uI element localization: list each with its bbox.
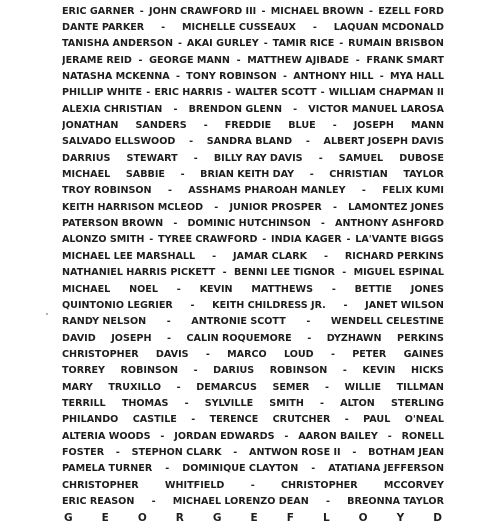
name-token: CHRISTOPHER: [62, 479, 139, 491]
name-token: RONELL: [401, 430, 444, 442]
name-token: RUMAIN BRISBON: [348, 38, 444, 50]
separator-dash: -: [379, 71, 384, 83]
name-line: [62, 314, 444, 330]
name-token: ANTWON ROSE II: [249, 446, 341, 458]
name-line: [62, 166, 444, 182]
name-token: MATTHEWS: [251, 283, 314, 295]
name-token: INDIA KAGER: [271, 234, 342, 246]
name-token: DAVID: [62, 332, 96, 344]
name-token: ALONZO SMITH: [62, 234, 145, 246]
separator-dash: -: [320, 397, 325, 409]
name-line: [62, 395, 444, 411]
name-token: TORREY: [62, 365, 105, 377]
name-token: FREDDIE: [224, 120, 272, 132]
name-token: MCCORVEY: [383, 479, 444, 491]
separator-dash: -: [189, 136, 194, 148]
name-token: WILLIE: [344, 381, 382, 393]
separator-dash: -: [203, 120, 208, 132]
name-token: O'NEAL: [404, 414, 444, 426]
name-token: SABBIE: [125, 169, 165, 181]
name-token: GEORGE MANN: [149, 54, 230, 66]
separator-dash: -: [342, 365, 347, 377]
separator-dash: -: [177, 38, 182, 50]
final-name-line: [62, 510, 444, 526]
separator-dash: -: [166, 316, 171, 328]
name-token: QUINTONIO LEGRIER: [62, 299, 173, 311]
name-token: LAQUAN MCDONALD: [333, 22, 444, 34]
separator-dash: -: [309, 169, 314, 181]
name-token: BILLY RAY DAVIS: [213, 152, 303, 164]
separator-dash: -: [146, 87, 151, 99]
name-token: STEPHON CLARK: [131, 446, 222, 458]
separator-dash: -: [261, 5, 266, 17]
name-line: [62, 101, 444, 117]
name-token: ERIC REASON: [62, 495, 135, 507]
name-token: MIGUEL ESPINAL: [353, 267, 444, 279]
name-token: BENNI LEE TIGNOR: [233, 267, 335, 279]
name-token: TONY ROBINSON: [186, 71, 277, 83]
name-line: [62, 183, 444, 199]
name-token: DEMARCUS: [196, 381, 257, 393]
separator-dash: -: [324, 381, 329, 393]
names-list: [62, 3, 444, 526]
separator-dash: -: [222, 267, 227, 279]
name-token: KEVIN: [199, 283, 233, 295]
name-token: CASTILE: [132, 414, 177, 426]
name-token: ALTON: [340, 397, 375, 409]
separator-dash: -: [176, 283, 181, 295]
separator-dash: -: [352, 446, 357, 458]
name-token: ALEXIA CHRISTIAN: [62, 103, 163, 115]
separator-dash: -: [193, 152, 198, 164]
final-letter: R: [175, 511, 184, 524]
name-line: [62, 379, 444, 395]
name-token: DANTE PARKER: [62, 22, 145, 34]
name-token: MICHAEL: [62, 283, 111, 295]
final-letter: G: [212, 511, 222, 524]
name-line: [62, 36, 444, 52]
name-token: SANDERS: [135, 120, 187, 132]
name-token: VICTOR MANUEL LAROSA: [308, 103, 444, 115]
name-token: TYREE CRAWFORD: [158, 234, 258, 246]
name-token: WENDELL CELESTINE: [330, 316, 444, 328]
name-line: [62, 363, 444, 379]
separator-dash: -: [205, 348, 210, 360]
name-token: BOTHAM JEAN: [368, 446, 444, 458]
name-token: DUBOSE: [399, 152, 444, 164]
name-line: [62, 3, 444, 19]
name-line: [62, 461, 444, 477]
name-token: KEITH HARRISON MCLEOD: [62, 201, 204, 213]
separator-dash: -: [342, 267, 347, 279]
name-line: [62, 281, 444, 297]
name-line: [62, 248, 444, 264]
separator-dash: -: [115, 446, 120, 458]
separator-dash: -: [262, 234, 267, 246]
name-line: [62, 412, 444, 428]
separator-dash: -: [176, 381, 181, 393]
final-letter: D: [433, 511, 442, 524]
separator-dash: -: [331, 283, 336, 295]
separator-dash: -: [387, 430, 392, 442]
name-token: ANTHONY ASHFORD: [335, 218, 444, 230]
separator-dash: -: [138, 54, 143, 66]
name-line: [62, 477, 444, 493]
name-token: MATTHEW AJIBADE: [247, 54, 350, 66]
name-token: TILLMAN: [396, 381, 444, 393]
name-token: KEITH CHILDRESS JR.: [212, 299, 326, 311]
name-token: WHITFIELD: [164, 479, 225, 491]
name-token: CHRISTOPHER: [280, 479, 358, 491]
name-token: DOMINIQUE CLAYTON: [182, 463, 299, 475]
separator-dash: -: [161, 22, 166, 34]
name-line: [62, 85, 444, 101]
name-line: [62, 297, 444, 313]
name-token: DARRIUS: [62, 152, 111, 164]
name-token: TANISHA ANDERSON: [62, 38, 173, 50]
separator-dash: -: [343, 299, 348, 311]
name-token: ANTRONIE SCOTT: [191, 316, 286, 328]
separator-dash: -: [318, 152, 323, 164]
separator-dash: -: [212, 250, 217, 262]
name-token: TERENCE: [209, 414, 259, 426]
separator-dash: -: [282, 71, 287, 83]
name-token: LAMONTEZ JONES: [348, 201, 444, 213]
name-token: AKAI GURLEY: [186, 38, 259, 50]
separator-dash: -: [190, 299, 195, 311]
name-token: JOSEPH: [111, 332, 152, 344]
separator-dash: -: [184, 397, 189, 409]
name-line: [62, 134, 444, 150]
separator-dash: -: [306, 316, 311, 328]
name-line: [62, 330, 444, 346]
separator-dash: -: [284, 430, 289, 442]
name-token: SEMER: [272, 381, 310, 393]
name-token: ASSHAMS PHAROAH MANLEY: [188, 185, 346, 197]
name-token: SMITH: [269, 397, 304, 409]
name-token: TERRILL: [62, 397, 106, 409]
final-letter: O: [137, 511, 147, 524]
name-token: CALIN ROQUEMORE: [186, 332, 292, 344]
name-token: MARCO: [227, 348, 267, 360]
separator-dash: -: [139, 5, 144, 17]
name-token: MICHAEL LEE MARSHALL: [62, 250, 196, 262]
final-letter: L: [322, 511, 330, 524]
name-token: PATERSON BROWN: [62, 218, 164, 230]
name-line: [62, 199, 444, 215]
name-token: BETTIE: [354, 283, 392, 295]
final-letter: F: [286, 511, 294, 524]
final-letter: E: [101, 511, 109, 524]
name-line: [62, 117, 444, 133]
name-token: MANN: [410, 120, 444, 132]
name-token: BRIAN KEITH DAY: [200, 169, 295, 181]
final-letter: G: [64, 511, 73, 524]
name-token: DOMINIC HUTCHINSON: [187, 218, 311, 230]
name-token: DAVIS: [155, 348, 189, 360]
name-token: FRANK SMART: [366, 54, 444, 66]
name-token: ERIC HARRIS: [154, 87, 223, 99]
name-token: FOSTER: [62, 446, 105, 458]
name-token: LA'VANTE BIGGS: [355, 234, 444, 246]
name-token: JERAME REID: [62, 54, 132, 66]
separator-dash: -: [236, 54, 241, 66]
name-token: RICHARD PERKINS: [344, 250, 444, 262]
name-token: NOEL: [129, 283, 158, 295]
separator-dash: -: [332, 120, 337, 132]
name-line: [62, 52, 444, 68]
name-token: WILLIAM CHAPMAN II: [328, 87, 444, 99]
name-token: PHILANDO: [62, 414, 119, 426]
final-letter: Y: [396, 511, 405, 524]
separator-dash: -: [339, 38, 344, 50]
separator-dash: -: [180, 169, 185, 181]
separator-dash: -: [369, 5, 374, 17]
name-token: BREONNA TAYLOR: [347, 495, 444, 507]
name-token: MARY: [62, 381, 93, 393]
name-token: TROY ROBINSON: [62, 185, 152, 197]
separator-dash: -: [166, 332, 171, 344]
separator-dash: -: [149, 234, 154, 246]
separator-dash: -: [173, 218, 178, 230]
separator-dash: -: [165, 463, 170, 475]
name-line: [62, 215, 444, 231]
final-letter: O: [358, 511, 368, 524]
separator-dash: -: [167, 185, 172, 197]
name-token: JONES: [410, 283, 444, 295]
name-token: MICHAEL BROWN: [270, 5, 364, 17]
separator-dash: -: [214, 201, 219, 213]
name-token: AARON BAILEY: [298, 430, 378, 442]
name-line: [62, 493, 444, 509]
name-token: SYLVILLE: [204, 397, 254, 409]
separator-dash: -: [346, 234, 351, 246]
separator-dash: -: [330, 348, 335, 360]
name-token: WALTER SCOTT: [235, 87, 317, 99]
separator-dash: -: [344, 414, 349, 426]
separator-dash: -: [332, 201, 337, 213]
separator-dash: -: [311, 463, 316, 475]
name-token: PETER: [352, 348, 387, 360]
name-token: JUNIOR PROSPER: [229, 201, 322, 213]
name-line: [62, 68, 444, 84]
name-line: [62, 19, 444, 35]
name-token: TAMIR RICE: [272, 38, 335, 50]
separator-dash: -: [320, 218, 325, 230]
separator-dash: -: [361, 185, 366, 197]
name-token: PHILLIP WHITE: [62, 87, 143, 99]
name-token: BLUE: [288, 120, 316, 132]
name-token: ALBERT JOSEPH DAVIS: [323, 136, 444, 148]
name-token: THOMAS: [121, 397, 169, 409]
name-token: MICHELLE CUSSEAUX: [182, 22, 296, 34]
separator-dash: -: [250, 479, 255, 491]
name-line: [62, 444, 444, 460]
separator-dash: -: [193, 365, 198, 377]
separator-dash: -: [305, 136, 310, 148]
separator-dash: -: [312, 22, 317, 34]
name-token: ANTHONY HILL: [293, 71, 374, 83]
name-token: NATASHA MCKENNA: [62, 71, 170, 83]
name-token: CRUTCHER: [272, 414, 331, 426]
name-token: TRUXILLO: [108, 381, 162, 393]
name-token: ALTERIA WOODS: [62, 430, 151, 442]
name-token: EZELL FORD: [378, 5, 444, 17]
name-token: JORDAN EDWARDS: [174, 430, 275, 442]
name-token: ERIC GARNER: [62, 5, 135, 17]
separator-dash: -: [355, 54, 360, 66]
name-token: DYZHAWN: [326, 332, 382, 344]
name-line: [62, 346, 444, 362]
separator-dash: -: [325, 495, 330, 507]
separator-dash: -: [307, 332, 312, 344]
name-token: ATATIANA JEFFERSON: [328, 463, 444, 475]
name-token: PERKINS: [397, 332, 444, 344]
separator-dash: -: [151, 495, 156, 507]
separator-dash: -: [233, 446, 238, 458]
name-token: CHRISTOPHER: [62, 348, 139, 360]
name-token: ROBINSON: [269, 365, 328, 377]
name-token: MICHAEL LORENZO DEAN: [172, 495, 309, 507]
separator-dash: -: [160, 430, 165, 442]
name-token: CHRISTIAN: [329, 169, 388, 181]
name-token: PAMELA TURNER: [62, 463, 153, 475]
name-token: JOHN CRAWFORD III: [149, 5, 257, 17]
separator-dash: -: [191, 414, 196, 426]
name-line: [62, 150, 444, 166]
name-line: [62, 265, 444, 281]
name-token: STEWART: [126, 152, 178, 164]
separator-dash: -: [227, 87, 232, 99]
stray-dot: [46, 313, 48, 315]
name-token: GAINES: [403, 348, 444, 360]
name-token: MYA HALL: [389, 71, 444, 83]
name-token: JAMAR CLARK: [232, 250, 308, 262]
name-token: BRENDON GLENN: [188, 103, 282, 115]
separator-dash: -: [175, 71, 180, 83]
name-token: TAYLOR: [403, 169, 444, 181]
name-token: PAUL: [363, 414, 391, 426]
name-token: SALVADO ELLSWOOD: [62, 136, 176, 148]
name-token: STERLING: [390, 397, 444, 409]
separator-dash: -: [263, 38, 268, 50]
name-token: MICHAEL: [62, 169, 111, 181]
name-token: SAMUEL: [338, 152, 384, 164]
separator-dash: -: [324, 250, 328, 262]
name-token: LOUD: [283, 348, 314, 360]
name-token: JANET WILSON: [365, 299, 444, 311]
name-token: HICKS: [410, 365, 444, 377]
name-line: [62, 232, 444, 248]
separator-dash: -: [173, 103, 178, 115]
name-token: RANDY NELSON: [62, 316, 147, 328]
name-token: KEVIN: [362, 365, 396, 377]
name-line: [62, 428, 444, 444]
name-token: JOSEPH: [353, 120, 394, 132]
name-token: JONATHAN: [62, 120, 119, 132]
name-token: FELIX KUMI: [382, 185, 444, 197]
name-token: ROBINSON: [120, 365, 179, 377]
separator-dash: -: [293, 103, 298, 115]
name-token: SANDRA BLAND: [206, 136, 293, 148]
separator-dash: -: [320, 87, 325, 99]
name-token: NATHANIEL HARRIS PICKETT: [62, 267, 216, 279]
name-token: DARIUS: [213, 365, 255, 377]
final-letter: E: [250, 511, 258, 524]
